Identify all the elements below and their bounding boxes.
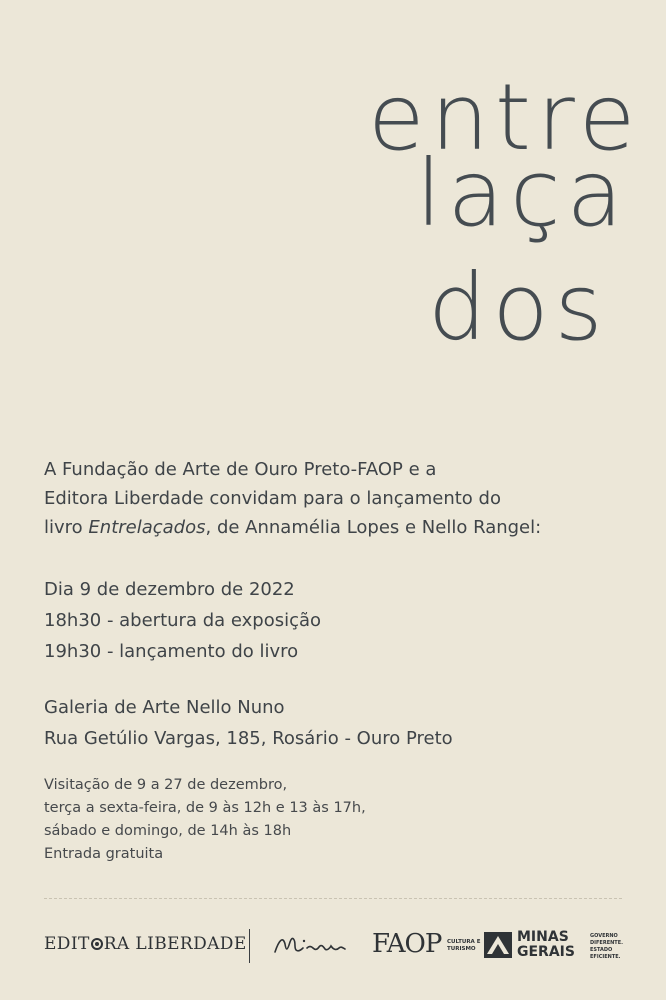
minas-gerais-emblem-icon	[484, 932, 512, 958]
mg-line-1: MINAS	[517, 929, 569, 945]
editora-text-2: RA LIBERDADE	[103, 934, 247, 954]
slogan-line-4: EFICIENTE.	[590, 954, 621, 960]
slogan-line-2: DIFERENTE.	[590, 940, 624, 946]
slogan-line-3: ESTADO	[590, 947, 613, 953]
event-launch: 19h30 - lançamento do livro	[44, 641, 299, 662]
governo-slogan	[590, 933, 623, 961]
event-schedule	[44, 574, 321, 667]
editora-o-icon	[91, 938, 103, 950]
cultura-line-2: TURISMO	[447, 945, 476, 952]
slogan-line-1: GOVERNO	[590, 933, 618, 939]
title-line-2: laça	[416, 140, 629, 247]
visit-period: Visitação de 9 a 27 de dezembro,	[44, 777, 288, 793]
visit-weekend: sábado e domingo, de 14h às 18h	[44, 823, 292, 839]
event-opening: 18h30 - abertura da exposição	[44, 610, 322, 631]
mg-line-2: GERAIS	[517, 944, 575, 960]
visiting-hours	[44, 774, 366, 866]
faop-logo: FAOP	[372, 929, 442, 959]
intro-line-3-suffix: , de Annamélia Lopes e Nello Rangel:	[205, 517, 542, 538]
title-line-1: entre	[368, 64, 642, 171]
visit-weekdays: terça a sexta-feira, de 9 às 12h e 13 às 17h,	[44, 800, 366, 816]
sponsor-logos	[0, 920, 666, 970]
intro-line-1: A Fundação de Arte de Ouro Preto-FAOP e a	[44, 459, 437, 480]
editora-liberdade-logo	[44, 934, 247, 954]
invitation-text	[44, 455, 644, 542]
minas-gerais-wordmark	[517, 930, 575, 960]
venue-address: Rua Getúlio Vargas, 185, Rosário - Ouro Preto	[44, 728, 453, 749]
logo-separator	[249, 929, 250, 963]
footer-divider	[44, 898, 622, 899]
venue-name: Galeria de Arte Nello Nuno	[44, 697, 285, 718]
visit-entry: Entrada gratuita	[44, 846, 164, 862]
intro-line-3-prefix: livro	[44, 517, 89, 538]
intro-line-2: Editora Liberdade convidam para o lançamento do	[44, 488, 501, 509]
cultura-turismo-label	[447, 939, 480, 952]
minas-logo	[273, 930, 351, 960]
title-line-3: dos	[428, 254, 609, 361]
venue-info	[44, 692, 453, 754]
intro-line-3	[44, 513, 644, 542]
editora-text-1: EDIT	[44, 934, 90, 954]
event-date: Dia 9 de dezembro de 2022	[44, 579, 295, 600]
book-name: Entrelaçados	[88, 517, 206, 538]
cultura-line-1: CULTURA E	[447, 939, 481, 945]
